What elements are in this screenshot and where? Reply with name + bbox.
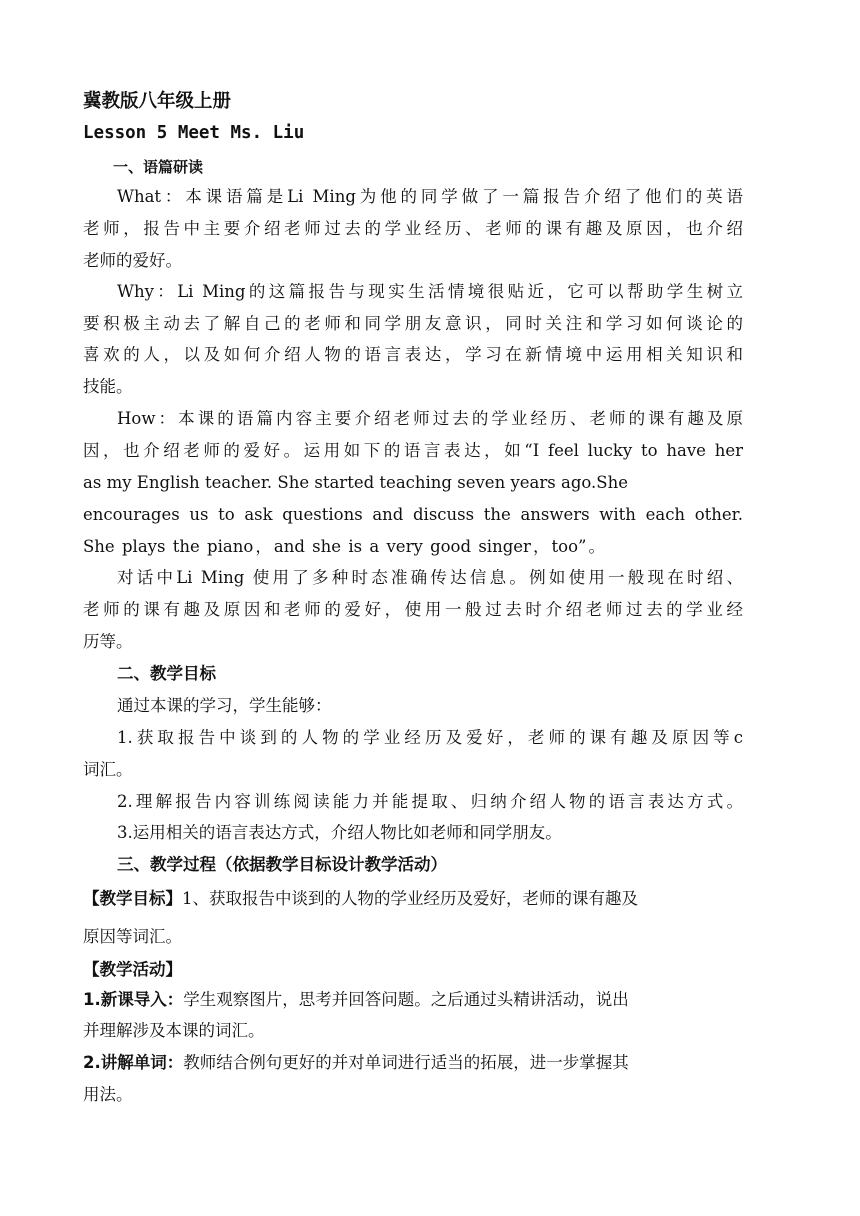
step-2-line-1 [83,1053,743,1073]
why-line-4: 技能。 [83,377,133,396]
objective-text-1: 1、获取报告中谈到的人物的学业经历及爱好，老师的课有趣及 [182,889,638,908]
step-1-text-1: 学生观察图片，思考并回答问题。之后通过头精讲活动，说出 [183,990,629,1009]
goal-2: 2.理解报告内容训练阅读能力并能提取、归纳介绍人物的语言表达方式。 [117,792,743,811]
objective-line-2: 原因等词汇。 [83,927,182,946]
objective-line-1 [83,889,743,909]
section-heading-1: 一、语篇研读 [113,158,204,176]
tense-line-1: 对话中Li Ming 使用了多种时态准确传达信息。例如使用一般现在时绍、 [117,568,743,587]
goal-1-line-2: 词汇。 [83,760,133,779]
goals-intro: 通过本课的学习，学生能够： [117,696,332,715]
why-line-3: 喜欢的人，以及如何介绍人物的语言表达，学习在新情境中运用相关知识和 [83,345,743,364]
step-2-text-1: 教师结合例句更好的并对单词进行适当的拓展，进一步掌握其 [183,1053,629,1072]
why-line-2: 要积极主动去了解自己的老师和同学朋友意识，同时关注和学习如何谈论的 [83,314,743,333]
how-line-4: encourages us to ask questions and discuss the answers with each other. [83,505,743,524]
activity-label: 【教学活动】 [83,960,182,979]
how-line-5: She plays the piano，and she is a very good singer，too”。 [83,537,605,556]
what-line-3: 老师的爱好。 [83,251,182,270]
step-1-line-1 [83,990,743,1010]
what-line-2: 老师，报告中主要介绍老师过去的学业经历、老师的课有趣及原因，也介绍 [83,219,743,238]
document-title: 冀教版八年级上册 [83,91,232,112]
why-line-1: Why：Li Ming的这篇报告与现实生活情境很贴近，它可以帮助学生树立 [117,282,743,301]
step-1-label: 1.新课导入： [83,990,184,1009]
step-1-line-2: 并理解涉及本课的词汇。 [83,1021,265,1040]
goal-1-line-1: 1.获取报告中谈到的人物的学业经历及爱好，老师的课有趣及原因等c [117,728,743,747]
step-2-line-2: 用法。 [83,1085,133,1104]
what-line-1: What：本课语篇是Li Ming为他的同学做了一篇报告介绍了他们的英语 [117,187,743,206]
how-line-2: 因，也介绍老师的爱好。运用如下的语言表达，如“I feel lucky to have her [83,441,743,460]
section-heading-3: 三、教学过程（依据教学目标设计教学活动） [117,855,447,874]
lesson-title: Lesson 5 Meet Ms. Liu [83,123,305,143]
step-2-label: 2.讲解单词： [83,1053,184,1072]
tense-line-3: 历等。 [83,632,133,651]
tense-line-2: 老师的课有趣及原因和老师的爱好，使用一般过去时介绍老师过去的学业经 [83,600,743,619]
goal-3: 3.运用相关的语言表达方式，介绍人物比如老师和同学朋友。 [117,823,562,842]
section-heading-2: 二、教学目标 [117,664,216,683]
how-line-3: as my English teacher. She started teaching seven years ago.She [83,473,628,492]
objective-label: 【教学目标】 [83,889,182,908]
how-line-1: How：本课的语篇内容主要介绍老师过去的学业经历、老师的课有趣及原 [117,409,743,428]
